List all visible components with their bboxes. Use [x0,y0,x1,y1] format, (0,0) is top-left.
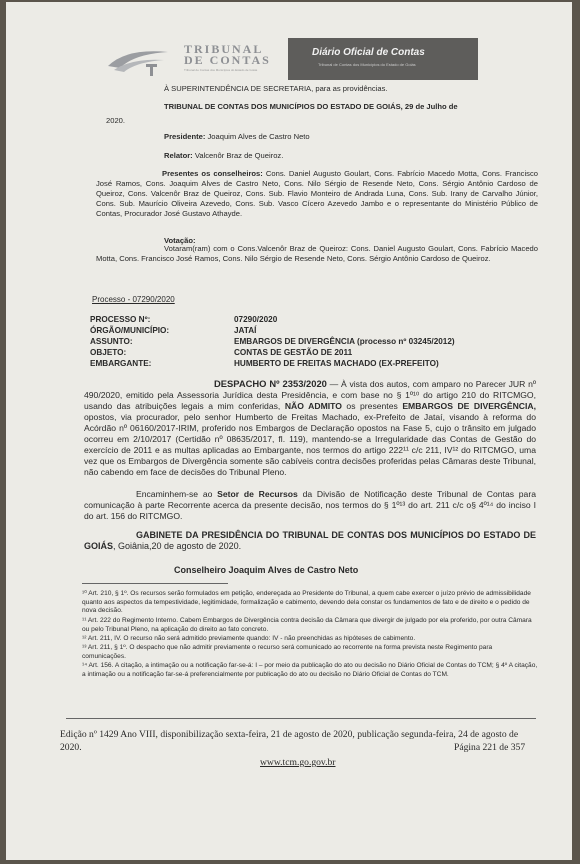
field-label-objeto: OBJETO: [90,348,127,357]
banner-title: Diário Oficial de Contas [312,47,425,58]
field-value-assunto: EMBARGOS DE DIVERGÊNCIA (processo nº 03245/2012) [234,337,455,346]
president-line [164,132,310,142]
page-header [106,38,478,84]
vote-label-text: Votação: [164,236,196,245]
logo-tagline: Tribunal de Contas dos Municípios do Estado de Goiás [184,68,258,72]
despacho-text-2: os presentes [341,401,403,411]
despacho-paragraph [84,378,536,478]
process-link[interactable]: Processo - 07290/2020 [92,295,175,304]
edition-info: Edição nº 1429 Ano VIII, disponibilização sexta-feira, 21 de agosto de 2020, publicação segunda-feira, 24 de agosto de 2020. [60,729,519,753]
attendees-paragraph [96,169,538,219]
court-line-text: TRIBUNAL DE CONTAS DOS MUNICÍPIOS DO ESTADO DE GOIÁS, 29 de Julho de [164,102,458,111]
president-name: Joaquim Alves de Castro Neto [207,132,310,141]
gazette-banner [288,38,478,80]
gabinete-date: , Goiânia,20 de agosto de 2020. [113,541,242,551]
footnote-divider [82,583,228,584]
attendees-label: Presentes os conselheiros: [162,169,263,178]
gabinete-text: GABINETE DA PRESIDÊNCIA DO TRIBUNAL DE CONTAS DOS MUNICÍPIOS DO ESTADO DE GOIÁS [84,530,536,551]
field-label-processo: PROCESSO Nº: [90,315,151,324]
banner-subtitle: Tribunal de Contas dos Municípios do Estado de Goiás [318,62,416,67]
field-label-embargante: EMBARGANTE: [90,359,152,368]
footnote-11: ¹¹ Art. 222 do Regimento Interno. Cabem Embargos de Divergência contra decisão da Câmara que divergir de julgado por ela proferido, por outra Câmara ou pelo Tribunal Pleno, na aplicação do direito ao fato concreto. [82,617,532,633]
forwarding-text-1: Encaminhem-se ao [136,489,218,499]
field-label-orgao: ÓRGÃO/MUNICÍPIO: [90,326,170,335]
president-label: Presidente: [164,132,206,141]
tcm-logo-icon [106,46,170,78]
footnote-14: ¹⁴ Art. 156. A citação, a intimação ou a notificação far-se-á: I – por meio da publicação do ato ou decisão no Diário Oficial de Contas do TCM; § 4º A citação, a intimação ou a notificação far-se-á preferencialmente por publicação do ato ou decisão no Diário Oficial de Contas do TCM. [82,662,538,678]
rapporteur-name: Valcenôr Braz de Queiroz. [194,151,284,160]
page-number: Página 221 de 357 [454,742,526,753]
year-line: 2020. [106,116,126,125]
despacho-title: DESPACHO Nº 2353/2020 [214,378,327,389]
despacho-text-1: — À vista dos autos, com amparo no Parecer JUR nº 490/2020, emitido pela Assessoria Jurídica desta Presidência, e com base no § 1º¹⁰ do artigo 210 do RITCMGO, usando das atribuições legais a mim conferidas, [84,379,536,411]
footnote-12: ¹² Art. 211, IV. O recurso não será admitido previamente quando: IV - não preenchidas as hipóteses de cabimento. [82,635,416,642]
forwarding-text-2: da Divisão de Notificação deste Tribunal de Contas para comunicação à parte Recorrente acerca da presente decisão, nos termos do § 1º¹³ do art. 211 c/c o§ 4º¹⁴ do inciso I do art. 156 do RITCMGO. [84,489,536,521]
logo-wordmark [184,44,271,66]
logo-line-1: TRIBUNAL [184,42,264,56]
footer-divider [66,718,536,719]
rapporteur-line [164,151,283,161]
field-value-processo: 07290/2020 [234,315,278,324]
to-line: À SUPERINTENDÊNCIA DE SECRETARIA, para as providências. [164,84,388,93]
vote-paragraph: Votaram(ram) com o Cons.Valcenôr Braz de Queiroz: Cons. Daniel Augusto Goulart, Cons. Fabrício Macedo Motta, Cons. Francisco José Ramos, Cons. Nilo Sérgio de Resende Neto, Cons. Sérgio Antônio Cardoso de Queiroz. [96,244,538,263]
signature: Conselheiro Joaquim Alves de Castro Neto [174,565,359,575]
despacho-text-3: opostos, via procurador, pelo senhor Humberto de Freitas Machado, ex-Prefeito de Jataí, visando à reforma do Acórdão nº 06160/2017-IRIM, proferido nos Embargos de Declaração opostos na Fase 5, cujo o trânsito em julgado ocorreu em 2/10/2017 (Certidão nº 08635/2017, fl. 119), mantendo-se a Irregularidade das Contas de Gestão do exercício de 2011 e as multas aplicadas ao Embargante, nos termos do artigo 222¹¹ c/c 211, IV¹² do RITCMGO, uma vez que os Embargos de Divergência somente são cabíveis contra decisões proferidas pelas Câmaras deste Tribunal, não cabendo em face de decisões do Tribunal Pleno. [84,412,536,477]
appeals-sector: Setor de Recursos [217,489,298,499]
court-line [164,102,458,112]
attendees-text: Cons. Daniel Augusto Goulart, Cons. Fabrício Macedo Motta, Cons. Francisco José Ramos, Cons. Joaquim Alves de Castro Neto, Cons. Nilo Sérgio de Resende Neto, Cons. Sérgio Antônio Cardoso de Queiroz, Cons. Valcenôr Braz de Queiroz, Cons. Sub. Flavio Monteiro de Andrada Luna, Cons. Sub. Irany de Carvalho Júnior, Cons. Sub. Maurício Oliveira Azevedo, Cons. Sub. Vasco Cícero Azevedo Jambo e o representante do Ministério Público de Contas, Procurador José Gustavo Athayde. [96,169,538,218]
document-page [6,2,572,860]
gabinete-paragraph [84,530,536,552]
website-link[interactable]: www.tcm.go.gov.br [260,757,336,768]
embargos-term: EMBARGOS DE DIVERGÊNCIA, [402,401,536,411]
forwarding-paragraph [84,489,536,522]
footnote-10: ¹⁰ Art. 210, § 1º. Os recursos serão formulados em petição, endereçada ao Presidente do Tribunal, a quem cabe exercer o juízo prévio de admissibilidade quanto aos aspectos da tempestividade, legitimidade, formalização e cabimento, devendo dela constar os fundamentos de fato e de direito e o pedido de nova decisão. [82,590,531,615]
logo-line-2: DE CONTAS [184,53,271,67]
footnote-13: ¹³ Art. 211, § 1º. O despacho que não admitir previamente o recurso será comunicado ao recorrente na forma prevista neste Regimento para comunicações. [82,644,493,660]
rapporteur-label: Relator: [164,151,193,160]
field-value-embargante: HUMBERTO DE FREITAS MACHADO (EX-PREFEITO) [234,359,439,368]
field-label-assunto: ASSUNTO: [90,337,133,346]
field-value-orgao: JATAÍ [234,326,257,335]
field-value-objeto: CONTAS DE GESTÃO DE 2011 [234,348,353,357]
not-admitted: NÃO ADMITO [284,401,342,411]
